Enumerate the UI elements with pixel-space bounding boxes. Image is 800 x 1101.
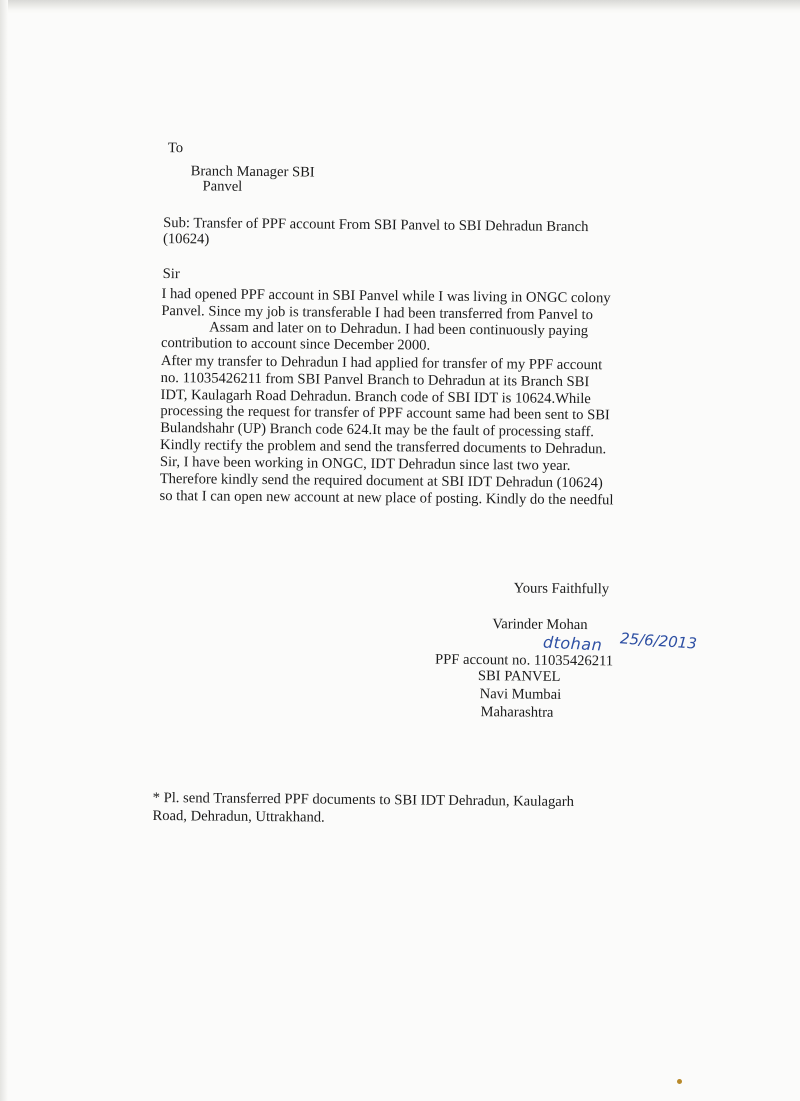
- body-line: Bulandshahr (UP) Branch code 624.It may be the fault of processing staff.: [160, 420, 595, 441]
- handwritten-signature-date: 25/6/2013: [619, 629, 698, 653]
- sender-name: Varinder Mohan: [492, 616, 588, 634]
- body-line: IDT, Kaulagarh Road Dehradun. Branch code of SBI IDT is 10624.While: [160, 387, 591, 408]
- sender-branch: SBI PANVEL: [477, 668, 561, 685]
- body-line: no. 11035426211 from SBI Panvel Branch to Dehradun at its Branch SBI: [160, 370, 590, 391]
- body-line: Therefore kindly send the required document at SBI IDT Dehradun (10624): [159, 471, 603, 492]
- body-line: contribution to account since December 2000.: [160, 335, 431, 354]
- subject-line-2: (10624): [162, 231, 210, 248]
- body-line: I had opened PPF account in SBI Panvel while I was living in ONGC colony: [161, 286, 611, 307]
- footnote-line-1: * Pl. send Transferred PPF documents to SBI IDT Dehradun, Kaulagarh: [152, 789, 575, 811]
- handwritten-signature: dtohan: [542, 632, 603, 655]
- subject-line-1: Sub: Transfer of PPF account From SBI Panvel to SBI Dehradun Branch: [163, 215, 589, 236]
- body-line: Assam and later on to Dehradun. I had been continuously paying: [209, 319, 589, 340]
- to-label: To: [167, 140, 184, 157]
- closing: Yours Faithfully: [513, 580, 610, 598]
- salutation: Sir: [162, 266, 180, 283]
- scan-speck: [677, 1079, 682, 1084]
- body-line: so that I can open new account at new place of posting. Kindly do the needful: [159, 488, 614, 509]
- body-line: processing the request for transfer of PPF account same had been sent to SBI: [160, 403, 610, 424]
- sender-city: Navi Mumbai: [479, 686, 562, 703]
- recipient-line-2: Panvel: [202, 178, 243, 195]
- body-line: Panvel. Since my job is transferable I had been transferred from Panvel to: [161, 303, 594, 324]
- sender-state: Maharashtra: [480, 704, 554, 721]
- body-line: After my transfer to Dehradun I had applied for transfer of my PPF account: [160, 353, 603, 374]
- recipient-line-1: Branch Manager SBI: [190, 163, 315, 181]
- body-line: Sir, I have been working in ONGC, IDT Dehradun since last two year.: [159, 454, 571, 474]
- sender-account: PPF account no. 11035426211: [434, 651, 614, 670]
- footnote-line-2: Road, Dehradun, Uttrakhand.: [152, 807, 325, 826]
- body-line: Kindly rectify the problem and send the transferred documents to Dehradun.: [159, 437, 607, 458]
